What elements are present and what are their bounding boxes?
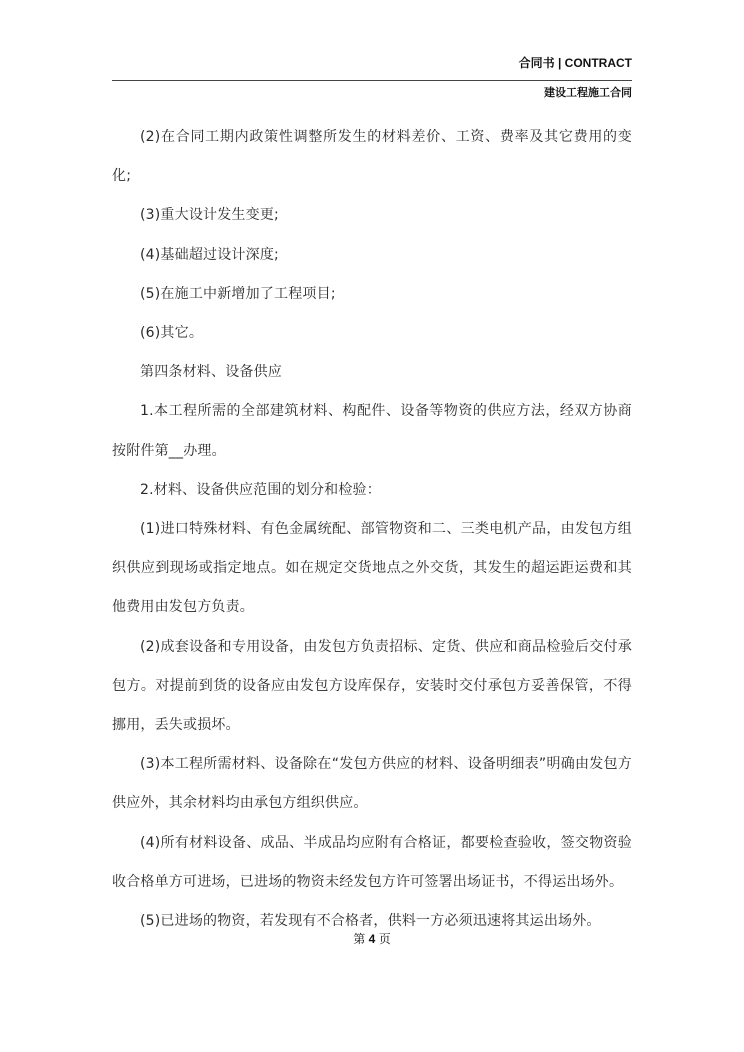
page-footer bbox=[0, 930, 744, 947]
article-4-item-2: 2.材料、设备供应范围的划分和检验： bbox=[140, 481, 381, 498]
article-4-2-sub-1: (1)进口特殊材料、有色金属统配、部管物资和二、三类电机产品，由发包方组织供应到现场或指定地点。如在规定交货地点之外交货，其发生的超运距运费和其他费用由发包方负责。 bbox=[112, 521, 632, 616]
page-prefix: 第 bbox=[353, 932, 366, 946]
document-body bbox=[112, 118, 632, 941]
clause-2-6: (6)其它。 bbox=[140, 325, 204, 342]
clause-2-5: (5)在施工中新增加了工程项目; bbox=[140, 285, 336, 302]
clause-2-2: (2)在合同工期内政策性调整所发生的材料差价、工资、费率及其它费用的变化; bbox=[112, 129, 632, 185]
clause-2-4: (4)基础超过设计深度; bbox=[140, 246, 279, 263]
article-4-heading: 第四条材料、设备供应 bbox=[140, 364, 282, 381]
header-divider bbox=[112, 80, 632, 81]
article-4-2-sub-5: (5)已进场的物资，若发现有不合格者，供料一方必须迅速将其运出场外。 bbox=[140, 913, 601, 930]
article-4-2-sub-4: (4)所有材料设备、成品、半成品均应附有合格证，都要检查验收，签交物资验收合格单方可进场，已进场的物资未经发包方许可签署出场证书，不得运出场外。 bbox=[112, 834, 632, 890]
clause-2-3: (3)重大设计发生变更; bbox=[140, 207, 279, 224]
article-4-2-sub-3: (3)本工程所需材料、设备除在“发包方供应的材料、设备明细表”明确由发包方供应外，其余材料均由承包方组织供应。 bbox=[112, 756, 632, 812]
article-4-2-sub-2: (2)成套设备和专用设备，由发包方负责招标、定货、供应和商品检验后交付承包方。对提前到货的设备应由发包方设库保存，安装时交付承包方妥善保管，不得挪用，丢失或损坏。 bbox=[112, 638, 632, 734]
header-subtitle: 建设工程施工合同 bbox=[544, 87, 632, 99]
header-title: 合同书 | CONTRACT bbox=[518, 56, 632, 70]
page-suffix: 页 bbox=[378, 932, 391, 946]
article-4-item-1: 1.本工程所需的全部建筑材料、构配件、设备等物资的供应方法，经双方协商按附件第__办理。 bbox=[112, 403, 632, 459]
page-number: 4 bbox=[368, 932, 376, 946]
